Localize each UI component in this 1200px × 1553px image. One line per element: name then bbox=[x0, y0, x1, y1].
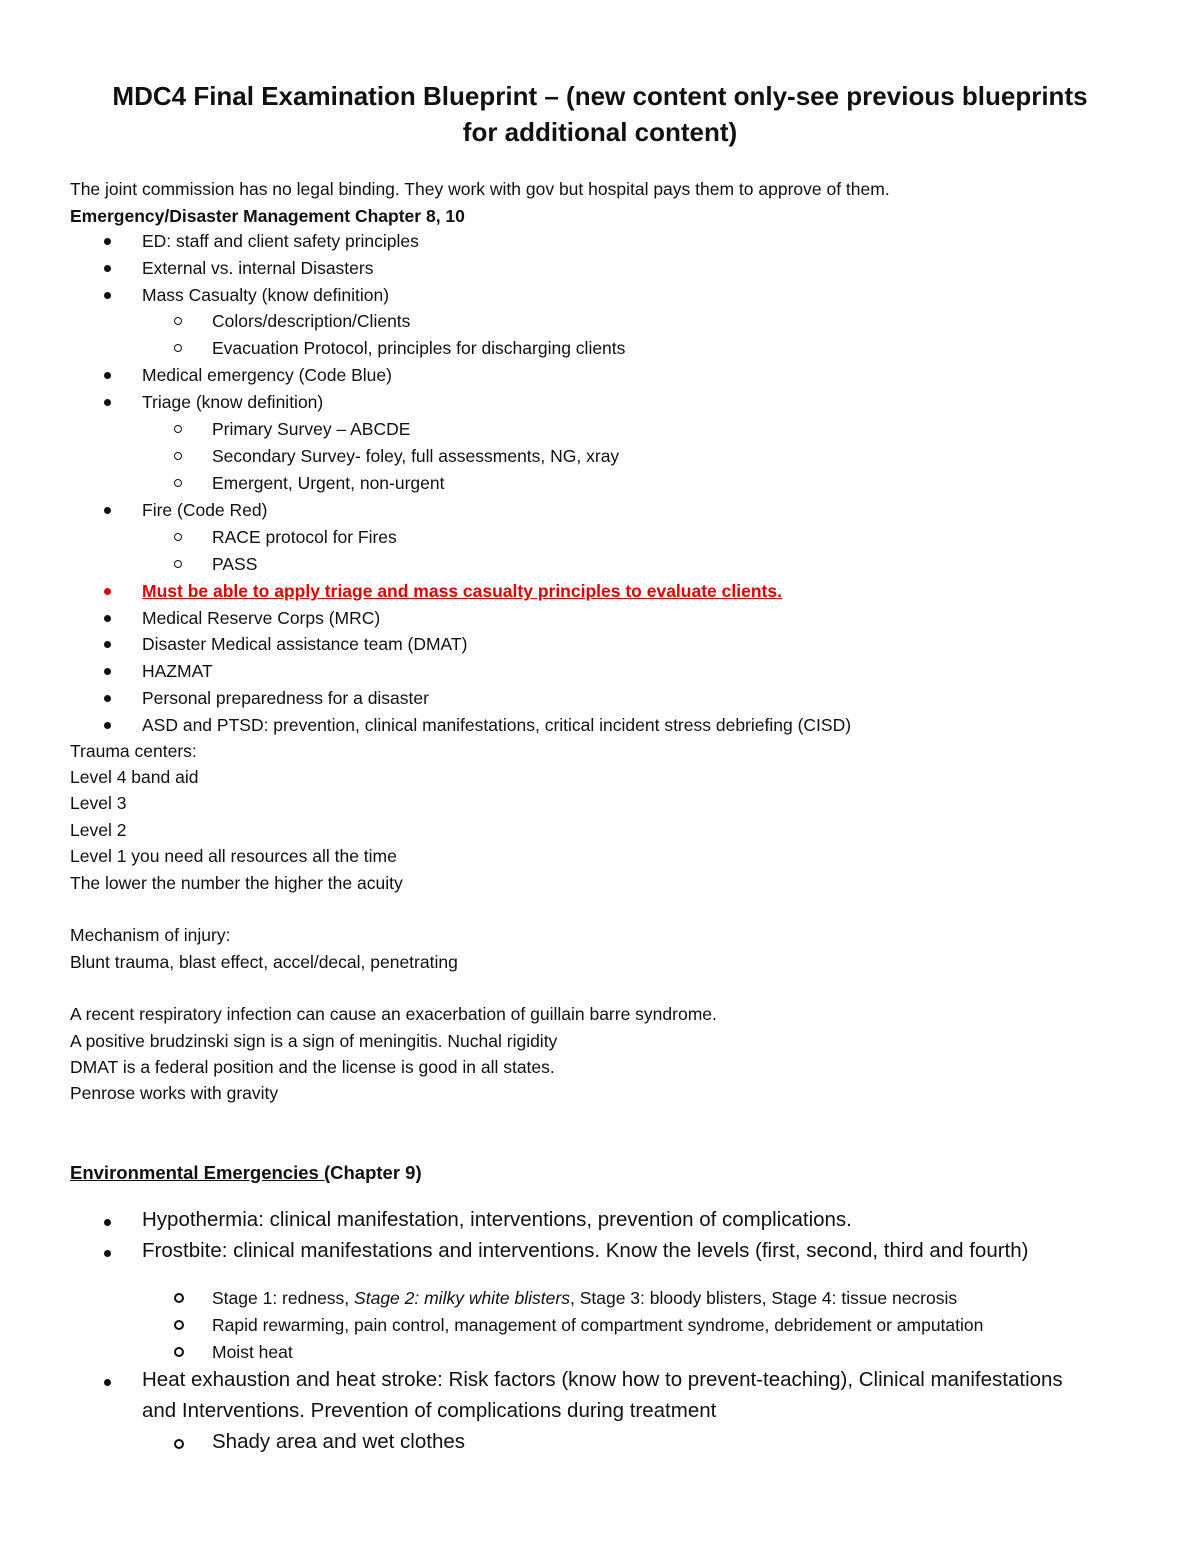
sub-list-item: PASS bbox=[212, 554, 258, 574]
sub-bullet-icon bbox=[174, 526, 186, 548]
environmental-heading-underlined: Environmental Emergencies ( bbox=[70, 1162, 331, 1183]
sub-bullet-icon bbox=[174, 310, 186, 332]
mechanism-line: Blunt trauma, blast effect, accel/decal, penetrating bbox=[70, 952, 458, 972]
trauma-line: Level 3 bbox=[70, 793, 127, 813]
list-item: Fire (Code Red) bbox=[142, 500, 268, 520]
bullet-icon bbox=[104, 1240, 114, 1266]
bullet-icon bbox=[104, 257, 114, 279]
environmental-heading-chapter: Chapter 9) bbox=[330, 1162, 422, 1183]
trauma-line: Level 4 band aid bbox=[70, 767, 199, 787]
trauma-line: Level 2 bbox=[70, 820, 127, 840]
hypothermia-item: Hypothermia: clinical manifestation, interventions, prevention of complications. bbox=[142, 1208, 852, 1231]
bullet-icon bbox=[104, 364, 114, 386]
sub-list-item: Evacuation Protocol, principles for discharging clients bbox=[212, 338, 626, 358]
bullet-icon bbox=[104, 714, 114, 736]
sub-list-item: Secondary Survey- foley, full assessments, NG, xray bbox=[212, 446, 620, 466]
sub-bullet-icon bbox=[174, 553, 186, 575]
stage-1-text: Stage 1: redness, bbox=[212, 1288, 355, 1308]
sub-bullet-icon bbox=[174, 1314, 186, 1336]
list-item: Medical Reserve Corps (MRC) bbox=[142, 608, 381, 628]
frostbite-stages bbox=[212, 1287, 957, 1309]
heat-item-line-1: Heat exhaustion and heat stroke: Risk factors (know how to prevent-teaching), Clinical manifestations bbox=[142, 1368, 1063, 1391]
emergency-heading: Emergency/Disaster Management Chapter 8, 10 bbox=[70, 206, 465, 226]
bullet-icon bbox=[104, 1209, 114, 1235]
sub-bullet-icon bbox=[174, 337, 186, 359]
list-item: Triage (know definition) bbox=[142, 392, 324, 412]
frostbite-moist-heat: Moist heat bbox=[212, 1342, 293, 1362]
bullet-icon bbox=[104, 1369, 114, 1395]
bullet-icon bbox=[104, 499, 114, 521]
sub-bullet-icon bbox=[174, 1431, 186, 1457]
sub-list-item: Colors/description/Clients bbox=[212, 311, 411, 331]
highlighted-list-item: Must be able to apply triage and mass casualty principles to evaluate clients. bbox=[142, 581, 782, 601]
intro-text: The joint commission has no legal binding. They work with gov but hospital pays them to approve of them. bbox=[70, 179, 890, 199]
sub-bullet-icon bbox=[174, 472, 186, 494]
environmental-heading bbox=[70, 1162, 422, 1184]
bullet-icon bbox=[104, 633, 114, 655]
sub-list-item: Primary Survey – ABCDE bbox=[212, 419, 411, 439]
stage-3-4-text: , Stage 3: bloody blisters, Stage 4: tissue necrosis bbox=[569, 1288, 958, 1308]
frostbite-interventions: Rapid rewarming, pain control, management of compartment syndrome, debridement or amputation bbox=[212, 1315, 984, 1335]
list-item: Disaster Medical assistance team (DMAT) bbox=[142, 634, 468, 654]
frostbite-item: Frostbite: clinical manifestations and interventions. Know the levels (first, second, third and fourth) bbox=[142, 1239, 1029, 1262]
trauma-line: Level 1 you need all resources all the time bbox=[70, 846, 397, 866]
sub-bullet-icon bbox=[174, 418, 186, 440]
sub-list-item: Emergent, Urgent, non-urgent bbox=[212, 473, 445, 493]
heat-item-line-2: and Interventions. Prevention of complications during treatment bbox=[142, 1399, 717, 1422]
stage-2-text: Stage 2: milky white blisters bbox=[354, 1288, 570, 1308]
list-item: Mass Casualty (know definition) bbox=[142, 285, 390, 305]
sub-bullet-icon bbox=[174, 1287, 186, 1309]
list-item: ASD and PTSD: prevention, clinical manifestations, critical incident stress debriefing (CISD) bbox=[142, 715, 852, 735]
list-item: Medical emergency (Code Blue) bbox=[142, 365, 392, 385]
list-item: Personal preparedness for a disaster bbox=[142, 688, 429, 708]
note-line: A positive brudzinski sign is a sign of meningitis. Nuchal rigidity bbox=[70, 1031, 558, 1051]
bullet-icon bbox=[104, 284, 114, 306]
note-line: DMAT is a federal position and the license is good in all states. bbox=[70, 1057, 555, 1077]
sub-list-item: RACE protocol for Fires bbox=[212, 527, 397, 547]
bullet-icon bbox=[104, 230, 114, 252]
trauma-line: Trauma centers: bbox=[70, 741, 197, 761]
list-item: ED: staff and client safety principles bbox=[142, 231, 419, 251]
sub-bullet-icon bbox=[174, 445, 186, 467]
bullet-icon bbox=[104, 580, 114, 602]
trauma-line: The lower the number the higher the acuity bbox=[70, 873, 403, 893]
list-item: External vs. internal Disasters bbox=[142, 258, 374, 278]
heat-sub-item: Shady area and wet clothes bbox=[212, 1430, 465, 1453]
bullet-icon bbox=[104, 391, 114, 413]
sub-bullet-icon bbox=[174, 1341, 186, 1363]
mechanism-line: Mechanism of injury: bbox=[70, 925, 231, 945]
page-title-line-2: for additional content) bbox=[462, 117, 738, 147]
bullet-icon bbox=[104, 660, 114, 682]
note-line: A recent respiratory infection can cause an exacerbation of guillain barre syndrome. bbox=[70, 1004, 717, 1024]
bullet-icon bbox=[104, 687, 114, 709]
note-line: Penrose works with gravity bbox=[70, 1083, 279, 1103]
page-title-line-1: MDC4 Final Examination Blueprint – (new content only-see previous blueprints bbox=[112, 81, 1088, 111]
list-item: HAZMAT bbox=[142, 661, 213, 681]
bullet-icon bbox=[104, 607, 114, 629]
